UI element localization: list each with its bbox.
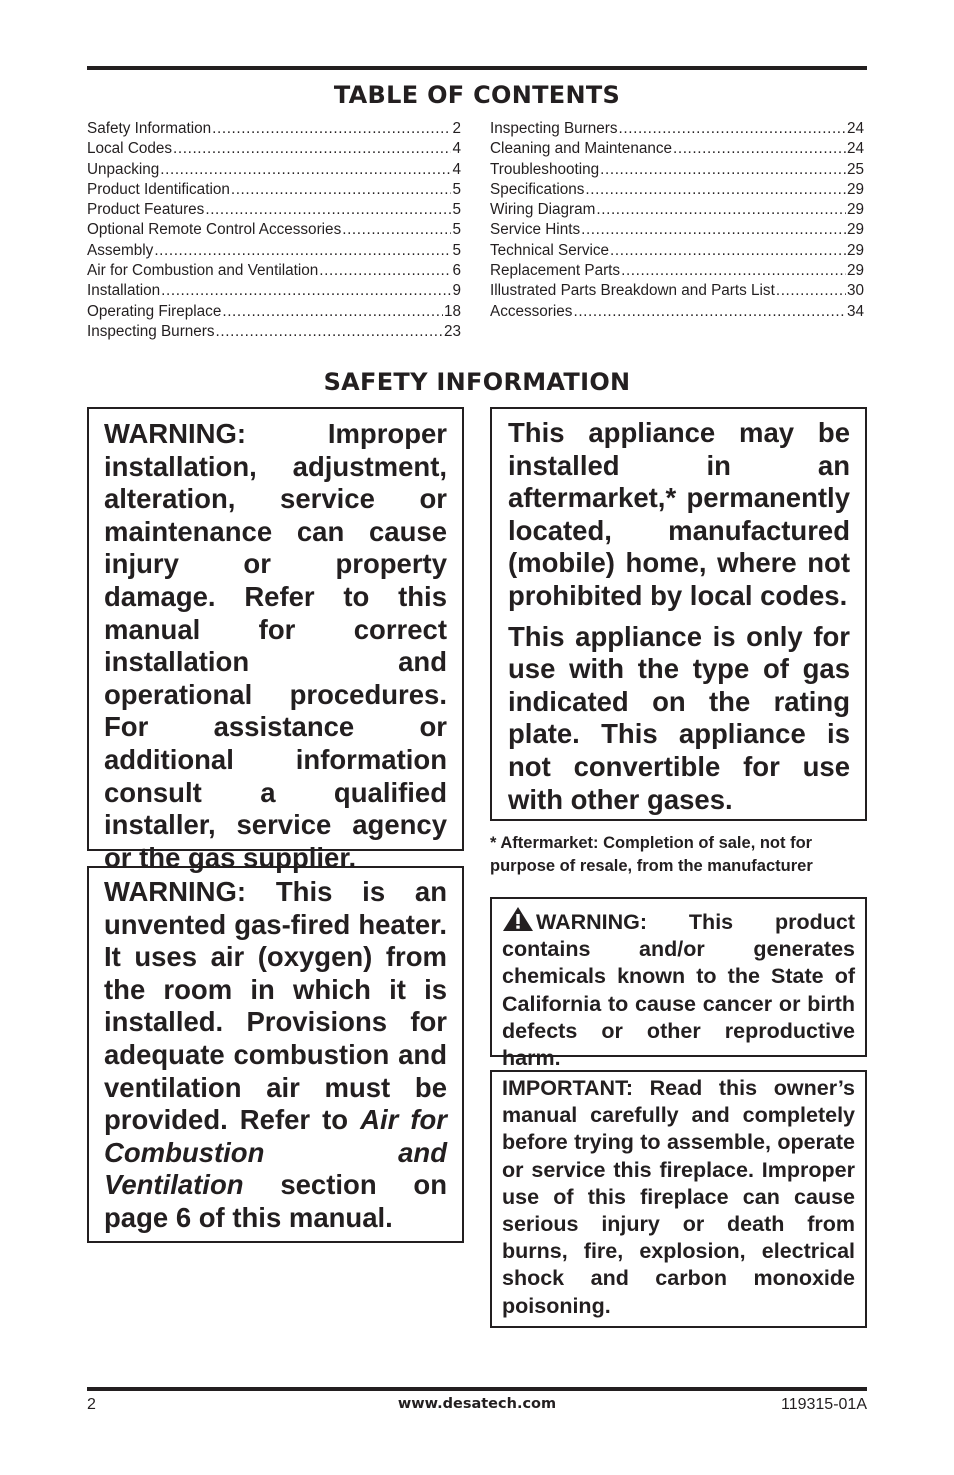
toc-entry[interactable] (87, 281, 461, 301)
installation-warning-text: WARNING: Improper installation, adjustment, alteration, service or maintenance can cause injury or property damage. Refer to this manual for correct installation and operational procedures. For assistance or additional information consult a qualified installer, service agency or the gas supplier. (104, 418, 447, 873)
toc-entry-label: Unpacking (87, 160, 160, 178)
toc-entry-page: 5 (452, 180, 461, 198)
warning-triangle-icon (502, 906, 534, 932)
toc-entry-label: Optional Remote Control Accessories (87, 221, 342, 239)
toc-right-column (490, 119, 864, 322)
toc-entry-label: Specifications (490, 180, 585, 198)
toc-entry-label: Accessories (490, 302, 573, 320)
toc-entry-page: 24 (846, 120, 864, 137)
toc-entry[interactable] (490, 139, 864, 159)
toc-entry[interactable] (87, 160, 461, 180)
page-number: 2 (87, 1396, 96, 1413)
toc-entry-label: Cleaning and Maintenance (490, 140, 672, 158)
california-warning-box (490, 897, 867, 1071)
unvented-warning-box (87, 866, 464, 1243)
installation-warning-box (87, 407, 464, 873)
document-code: 119315-01A (781, 1396, 867, 1413)
toc-entry[interactable] (87, 241, 461, 261)
toc-entry-page: 5 (452, 221, 461, 239)
safety-title: SAFETY INFORMATION (323, 368, 631, 396)
toc-entry[interactable] (87, 261, 461, 281)
toc-entry[interactable] (490, 119, 864, 139)
toc-entry-page: 4 (452, 160, 461, 178)
toc-entry-label: Assembly (87, 241, 154, 259)
toc-entry-label: Installation (87, 282, 161, 300)
toc-title: TABLE OF CONTENTS (333, 81, 621, 109)
toc-entry[interactable] (490, 220, 864, 240)
section-reference: Air for Combustion and Ventilation (104, 1104, 447, 1201)
toc-entry-label: Inspecting Burners (490, 120, 618, 137)
toc-entry-page: 4 (452, 140, 461, 158)
toc-entry[interactable] (490, 200, 864, 220)
toc-entry-label: Inspecting Burners (87, 322, 215, 340)
toc-entry-label: Safety Information (87, 120, 212, 137)
toc-entry-page: 30 (846, 282, 864, 300)
toc-entry[interactable] (490, 281, 864, 301)
toc-entry-label: Troubleshooting (490, 160, 600, 178)
toc-entry-page: 24 (846, 140, 864, 158)
toc-entry-label: Replacement Parts (490, 262, 621, 280)
toc-entry-label: Service Hints (490, 221, 581, 239)
toc-entry[interactable] (87, 119, 461, 139)
toc-entry[interactable] (87, 200, 461, 220)
toc-entry[interactable] (87, 139, 461, 159)
toc-entry-page: 18 (443, 302, 461, 320)
california-warning-text: WARNING: This product contains and/or generates chemicals known to the State of California to cause cancer or birth defects or other reproductive harm. (502, 910, 855, 1071)
toc-entry-page: 29 (846, 180, 864, 198)
toc-entry[interactable] (490, 261, 864, 281)
toc-entry-page: 5 (452, 201, 461, 219)
toc-entry[interactable] (87, 322, 461, 342)
top-rule (87, 66, 867, 70)
toc-entry-label: Wiring Diagram (490, 201, 596, 219)
toc-entry-label: Product Identification (87, 180, 230, 198)
bottom-rule (87, 1387, 867, 1391)
toc-entry[interactable] (490, 160, 864, 180)
toc-entry-page: 34 (846, 302, 864, 320)
toc-entry-page: 29 (846, 201, 864, 219)
toc-entry-page: 29 (846, 241, 864, 259)
toc-entry-page: 23 (443, 322, 461, 340)
gas-type-notice: This appliance is only for use with the type of gas indicated on the rating plate. This appliance is not convertible for use with other gases. (508, 620, 850, 815)
toc-entry-page: 2 (452, 120, 461, 137)
toc-left-column (87, 119, 461, 342)
toc-entry[interactable] (87, 220, 461, 240)
appliance-notice-box (490, 407, 867, 821)
mobile-home-notice: This appliance may be installed in an aftermarket,* permanently located, manufactured (mobile) home, where not prohibited by local codes. (508, 417, 850, 611)
website-link[interactable]: www.desatech.com (397, 1396, 557, 1412)
toc-entry-page: 5 (452, 241, 461, 259)
toc-entry-label: Operating Fireplace (87, 302, 222, 320)
unvented-warning-text: WARNING: This is an unvented gas-fired heater. It uses air (oxygen) from the room in which it is installed. Provisions for adequate combustion and ventilation air must be provided. Refer to Air for Combustion and Ventilation section on page 6 of this manual. (104, 876, 447, 1233)
toc-entry-page: 29 (846, 262, 864, 280)
aftermarket-footnote: * Aftermarket: Completion of sale, not for purpose of resale, from the manufacturer (490, 834, 813, 875)
toc-entry[interactable] (490, 302, 864, 322)
toc-entry-page: 9 (452, 282, 461, 300)
toc-entry-page: 25 (846, 160, 864, 178)
toc-entry-page: 6 (452, 262, 461, 280)
toc-entry-label: Illustrated Parts Breakdown and Parts List (490, 282, 775, 300)
toc-entry-page: 29 (846, 221, 864, 239)
toc-entry-label: Technical Service (490, 241, 610, 259)
important-notice-box (490, 1070, 867, 1328)
toc-entry-label: Product Features (87, 201, 205, 219)
toc-entry[interactable] (87, 180, 461, 200)
important-notice-text: IMPORTANT: Read this owner’s manual carefully and completely before trying to assemble, operate or service this fireplace. Improper use of this fireplace can cause serious injury or death from burns, fire, explosion, electrical shock and carbon monoxide poisoning. (502, 1076, 855, 1318)
toc-entry[interactable] (87, 302, 461, 322)
toc-entry[interactable] (490, 180, 864, 200)
toc-entry-label: Air for Combustion and Ventilation (87, 262, 319, 280)
toc-entry[interactable] (490, 241, 864, 261)
toc-entry-label: Local Codes (87, 140, 173, 158)
